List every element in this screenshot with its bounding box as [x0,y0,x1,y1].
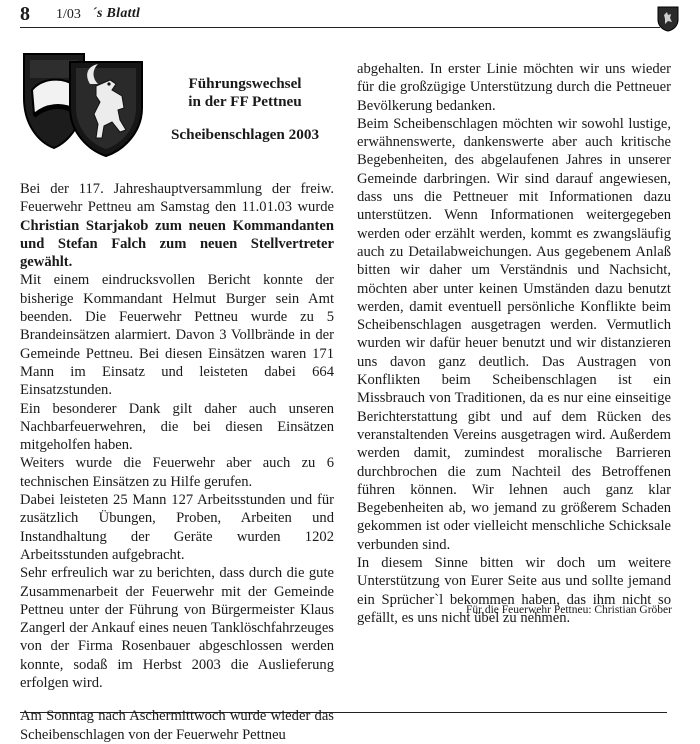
fire-brigade-shield-ibex-icon [20,50,148,158]
page-number: 8 [20,3,30,25]
right-column [357,60,671,627]
paragraph: Beim Scheibenschlagen möchten wir sowohl lustige, erwähnenswerte, dankenswerte aber auch kritische Begebenheiten, des abgelaufenen Jahres in unserer Gemeinde darbringen. Wir sind darauf angewiesen, dass uns die Pettneuer mit Informationen dazu unterstützen. Wenn Informationen weitergegeben werden oder erzählt werden, kommt es zwangsläufig auch zu Detailabweichungen. Aus gegebenem Anlaß bitten wir daher um Verständnis und Nachsicht, möchten aber unter keinen Umständen dazu benutzt werden, damit eventuell persönliche Konflikte beim Scheibenschlagen ausgetragen werden. Vermutlich wurden wir dafür heuer benutzt und wir distanzieren uns davon ganz deutlich. Das Austragen von Konflikten beim Scheibenschlagen ist ein Missbrauch von Traditionen, da es nur eine einseitige Berichterstattung gibt und auf dem Rücken des veranstaltenden Vereins ausgetragen wird. Außerdem werden damit, zumindest moralische Barrieren durchbrochen die zum Nachteil des Betroffenen führen können. Wir lehnen auch ganz klar Begebenheiten ab, wo jemand zu größerem Schaden gekommen ist oder vielleicht menschliche Schicksale verbunden sind. [357,115,671,553]
headline-line-2: in der FF Pettneu [188,93,302,110]
article-headline [150,75,340,111]
paragraph-intro [20,180,334,271]
intro-text: Bei der 117. Jahreshauptversammlung der freiw. Feuerwehr Pettneu am Samstag den 11.01.03 wurde [20,181,334,216]
paragraph: abgehalten. In erster Linie möchten wir uns wieder für die großzügige Unterstützung durch die Pettneuer Bevölkerung bedanken. [357,61,671,114]
header-rule [20,27,660,28]
coat-of-arms-icon [657,6,679,32]
left-column [20,180,334,744]
article-subheadline: Scheibenschlagen 2003 [170,126,320,143]
paragraph: Dabei leisteten 25 Mann 127 Arbeitsstunden und für zusätzlich Übungen, Proben, Arbeiten und Instandhaltung der Geräte wurden 1202 Arbeitsstunden aufgebracht. [20,492,334,563]
paragraph: Am Sonntag nach Aschermittwoch wurde wieder das Scheibenschlagen von der Feuerwehr Pettneu [20,708,334,743]
paragraph: Sehr erfreulich war zu berichten, dass durch die gute Zusammenarbeit der Feuerwehr mit der Gemeinde Pettneu unter der Führung von Bürgermeister Klaus Zangerl der Ankauf eines neuen Tanklöschfahrzeuges von der Firma Rosenbauer abgeschlossen werden konnte, sodaß im Herbst 2003 die Auslieferung erfolgen wird. [20,565,334,692]
paragraph: Ein besonderer Dank gilt daher auch unseren Nachbarfeuerwehren, die bei diesen Einsätzen mitgeholfen haben. [20,400,334,454]
article-signature: Für die Feuerwehr Pettneu: Christian Gröber [466,604,672,616]
headline-line-1: Führungswechsel [188,75,302,92]
intro-highlight: Christian Starjakob zum neuen Kommandanten und Stefan Falch zum neuen Stellvertreter gewählt. [20,217,334,271]
page-header [0,0,700,38]
paragraph: Mit einem eindrucksvollen Bericht konnte der bisherige Kommandant Helmut Burger sein Amt beenden. Die Feuerwehr Pettneu wurde zu 5 Brandeinsätzen alarmiert. Davon 3 Vollbrände in der Gemeinde Pettneu. Bei diesen Einsätzen waren 171 Mann im Einsatz und leisteten dabei 664 Einsatzstunden. [20,272,334,399]
footer-rule [20,712,667,713]
magazine-name: ´s Blattl [92,6,141,21]
paragraph: In diesem Sinne bitten wir doch um weitere Unterstützung von Eurer Seite aus und sollte jemand ein Sprücher`l bekommen haben, das ihm nicht so gefällt, es uns nicht übel zu nehmen. [357,555,671,626]
issue-number: 1/03 [56,7,81,22]
paragraph: Weiters wurde die Feuerwehr aber auch zu 6 technischen Einsätzen zu Hilfe gerufen. [20,455,334,490]
